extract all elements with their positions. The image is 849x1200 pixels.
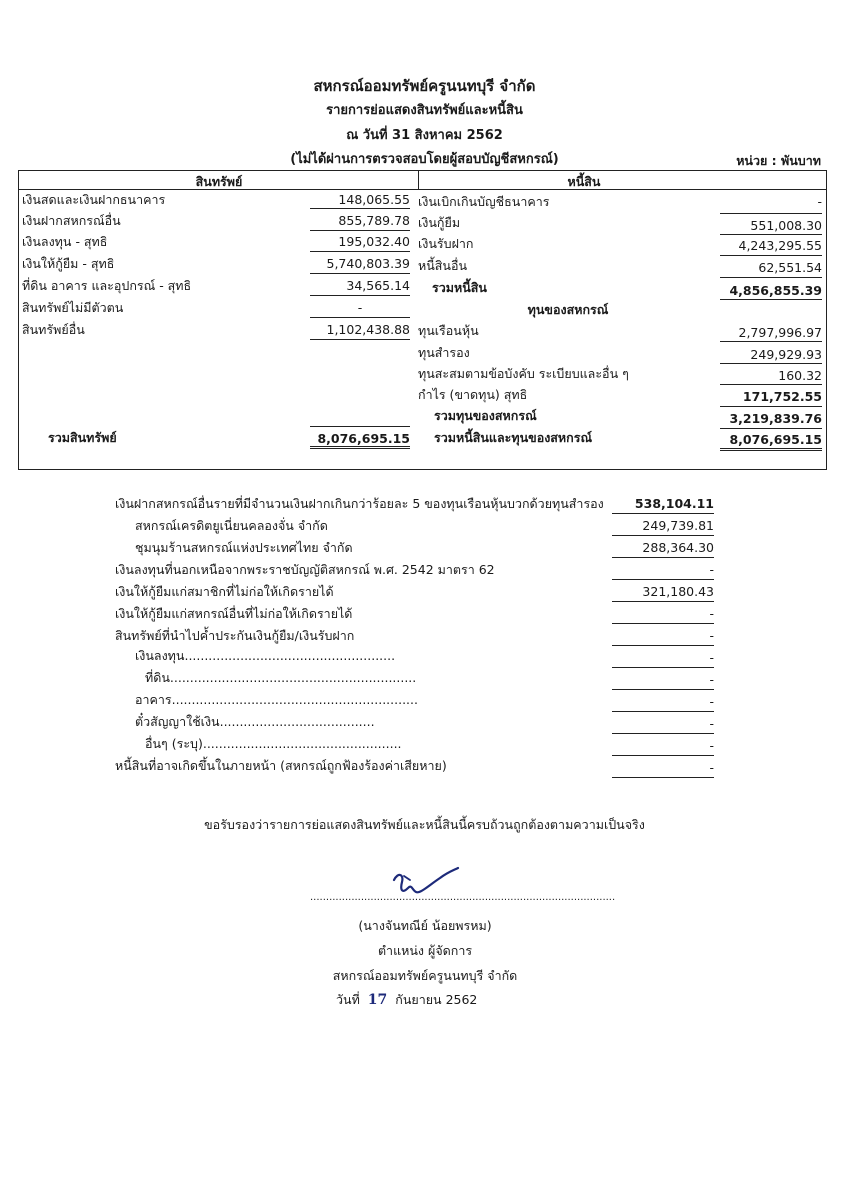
assets-heading: สินทรัพย์ <box>195 174 243 189</box>
liability-value: - <box>817 194 822 209</box>
disclosure-value: - <box>709 760 714 775</box>
disclosure-label: สหกรณ์เครดิตยูเนี่ยนคลองจั่น จำกัด <box>135 518 328 533</box>
disclosure-value: - <box>709 672 714 687</box>
signer-name: (นางจันทณีย์ น้อยพรหม) <box>358 918 492 933</box>
total-liabilities-label: รวมหนี้สิน <box>432 280 487 295</box>
disclosure-value: 288,364.30 <box>642 540 714 555</box>
signature-line: ................................................................................................ <box>310 892 616 903</box>
equity-label: ทุนสำรอง <box>418 345 470 360</box>
audit-note: (ไม่ได้ผ่านการตรวจสอบโดยผู้สอบบัญชีสหกรณ์) <box>290 152 559 167</box>
liabilities-heading: หนี้สิน <box>567 174 601 189</box>
org-name: สหกรณ์ออมทรัพย์ครูนนทบุรี จำกัด <box>313 77 536 95</box>
disclosure-label: อาคาร.............................................................. <box>135 692 418 707</box>
disclosure-label: อื่นๆ (ระบุ).................................................. <box>145 736 402 751</box>
disclosure-label: เงินลงทุนที่นอกเหนือจากพระราชบัญญัติสหกรณ์ พ.ศ. 2542 มาตรา 62 <box>115 562 495 577</box>
disclosure-label: เงินให้กู้ยืมแก่สมาชิกที่ไม่ก่อให้เกิดรายได้ <box>115 584 334 599</box>
liability-value: 4,243,295.55 <box>738 238 822 253</box>
as-of-date: ณ วันที่ 31 สิงหาคม 2562 <box>346 128 503 143</box>
asset-label: เงินลงทุน - สุทธิ <box>22 234 108 249</box>
total-equity-label: รวมทุนของสหกรณ์ <box>434 408 537 423</box>
asset-value: 195,032.40 <box>338 234 410 249</box>
disclosure-value: - <box>709 562 714 577</box>
equity-value: 249,929.93 <box>750 347 822 362</box>
disclosure-value: - <box>709 650 714 665</box>
disclosure-value: 321,180.43 <box>642 584 714 599</box>
total-assets-label: รวมสินทรัพย์ <box>48 430 117 445</box>
liability-label: เงินกู้ยืม <box>418 215 461 230</box>
disclosure-label: ที่ดิน.............................................................. <box>145 670 417 685</box>
disclosure-value: 249,739.81 <box>642 518 714 533</box>
report-title: รายการย่อแสดงสินทรัพย์และหนี้สิน <box>326 103 523 118</box>
total-liabilities-value: 4,856,855.39 <box>729 283 822 298</box>
asset-value: 5,740,803.39 <box>326 256 410 271</box>
disclosure-label: เงินลงทุน..................................................... <box>135 648 396 663</box>
liability-value: 62,551.54 <box>758 260 822 275</box>
equity-label: ทุนเรือนหุ้น <box>418 323 479 338</box>
liability-label: หนี้สินอื่น <box>418 258 468 273</box>
grand-total-value: 8,076,695.15 <box>729 432 822 447</box>
liability-label: เงินเบิกเกินบัญชีธนาคาร <box>418 194 550 209</box>
asset-label: เงินสดและเงินฝากธนาคาร <box>22 192 166 207</box>
equity-heading: ทุนของสหกรณ์ <box>527 302 609 317</box>
disclosure-label: ตั๋วสัญญาใช้เงิน....................................... <box>135 714 375 729</box>
disclosure-value: 538,104.11 <box>634 496 714 511</box>
date-day: 17 <box>367 992 388 1008</box>
signer-position: ตำแหน่ง ผู้จัดการ <box>377 943 473 958</box>
disclosure-label: เงินให้กู้ยืมแก่สหกรณ์อื่นที่ไม่ก่อให้เกิดรายได้ <box>115 606 353 621</box>
asset-label: สินทรัพย์อื่น <box>22 322 85 337</box>
signer-organization: สหกรณ์ออมทรัพย์ครูนนทบุรี จำกัด <box>332 968 518 983</box>
asset-label: เงินให้กู้ยืม - สุทธิ <box>22 256 115 271</box>
asset-value: 148,065.55 <box>338 192 410 207</box>
equity-value: 2,797,996.97 <box>738 325 822 340</box>
sign-date <box>336 990 477 1010</box>
liability-label: เงินรับฝาก <box>418 236 474 251</box>
equity-label: กำไร (ขาดทุน) สุทธิ <box>418 387 528 402</box>
equity-value: 171,752.55 <box>742 389 822 404</box>
asset-label: ที่ดิน อาคาร และอุปกรณ์ - สุทธิ <box>22 278 192 293</box>
total-assets-value: 8,076,695.15 <box>317 431 410 446</box>
disclosure-label: หนี้สินที่อาจเกิดขึ้นในภายหน้า (สหกรณ์ถูกฟ้องร้องค่าเสียหาย) <box>115 758 447 773</box>
certification-statement: ขอรับรองว่ารายการย่อแสดงสินทรัพย์และหนี้สินนี้ครบถ้วนถูกต้องตามความเป็นจริง <box>204 817 645 832</box>
asset-value: - <box>357 300 363 315</box>
equity-value: 160.32 <box>778 368 822 383</box>
liability-value: 551,008.30 <box>750 218 822 233</box>
disclosure-value: - <box>709 628 714 643</box>
date-suffix: กันยายน 2562 <box>395 992 478 1007</box>
unit-label: หน่วย : พันบาท <box>736 153 821 168</box>
disclosure-value: - <box>709 738 714 753</box>
asset-value: 34,565.14 <box>346 278 410 293</box>
asset-value: 1,102,438.88 <box>326 322 410 337</box>
disclosure-label: สินทรัพย์ที่นำไปค้ำประกันเงินกู้ยืม/เงินรับฝาก <box>115 628 355 643</box>
disclosure-label: ชุมนุมร้านสหกรณ์แห่งประเทศไทย จำกัด <box>135 540 353 555</box>
grand-total-label: รวมหนี้สินและทุนของสหกรณ์ <box>434 430 593 445</box>
total-equity-value: 3,219,839.76 <box>729 411 822 426</box>
disclosure-value: - <box>709 716 714 731</box>
date-prefix: วันที่ <box>336 992 360 1007</box>
equity-label: ทุนสะสมตามข้อบังคับ ระเบียบและอื่น ๆ <box>418 366 629 381</box>
disclosure-label: เงินฝากสหกรณ์อื่นรายที่มีจำนวนเงินฝากเกินกว่าร้อยละ 5 ของทุนเรือนหุ้นบวกด้วยทุนสำรอง <box>115 496 604 511</box>
disclosure-value: - <box>709 606 714 621</box>
asset-label: สินทรัพย์ไม่มีตัวตน <box>22 300 124 315</box>
disclosure-value: - <box>709 694 714 709</box>
asset-value: 855,789.78 <box>338 213 410 228</box>
asset-label: เงินฝากสหกรณ์อื่น <box>22 213 121 228</box>
